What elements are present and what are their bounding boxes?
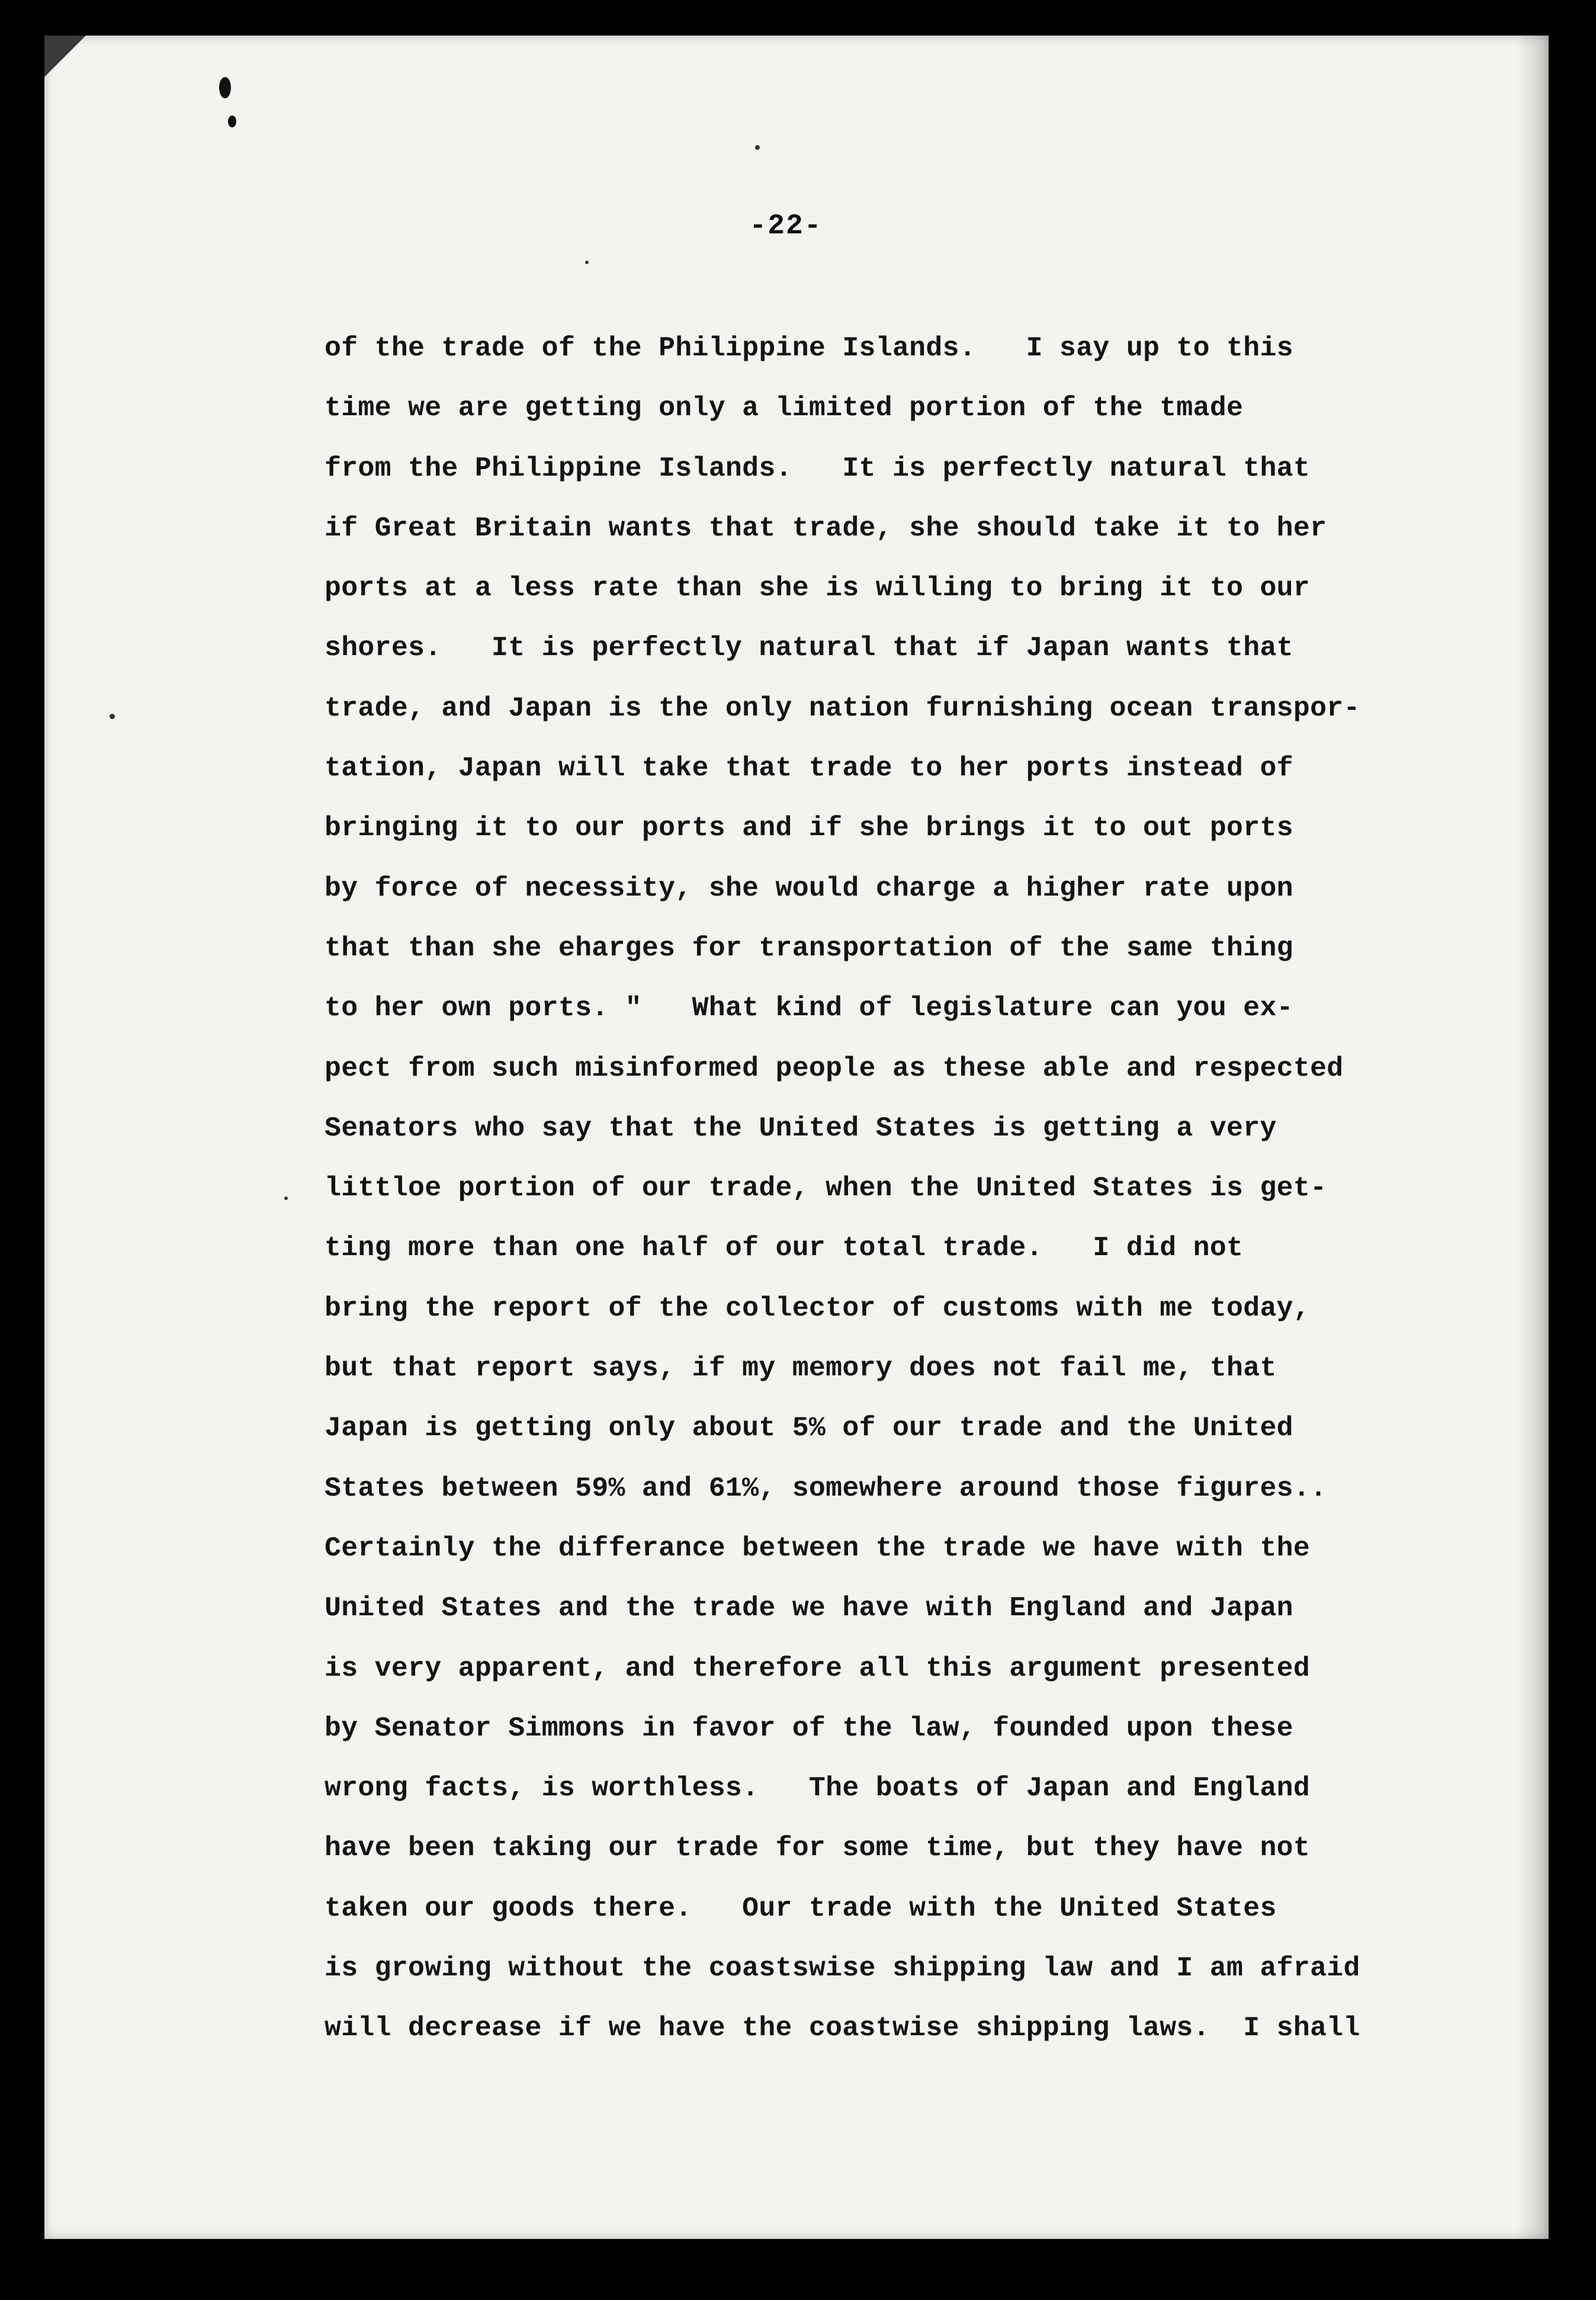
- text-line: to her own ports. " What kind of legislature can you ex-: [325, 992, 1293, 1024]
- text-line: by Senator Simmons in favor of the law, founded upon these: [325, 1712, 1293, 1744]
- text-line: bringing it to our ports and if she brings it to out ports: [325, 812, 1293, 844]
- text-line: if Great Britain wants that trade, she should take it to her: [325, 512, 1327, 544]
- text-line: Senators who say that the United States is getting a very: [325, 1112, 1277, 1144]
- binding-mark-top: [219, 77, 231, 98]
- text-line: by force of necessity, she would charge a higher rate upon: [325, 872, 1293, 904]
- paper-edge-shadow: [1516, 36, 1549, 2239]
- text-line: taken our goods there. Our trade with the United States: [325, 1892, 1277, 1924]
- paper-speck: [585, 261, 589, 264]
- text-line: Certainly the differance between the trade we have with the: [325, 1532, 1311, 1564]
- text-line: from the Philippine Islands. It is perfectly natural that: [325, 452, 1311, 484]
- text-line: United States and the trade we have with England and Japan: [325, 1592, 1293, 1624]
- text-line: will decrease if we have the coastwise shipping laws. I shall: [325, 2012, 1360, 2044]
- text-line: but that report says, if my memory does not fail me, that: [325, 1352, 1277, 1384]
- text-line: trade, and Japan is the only nation furnishing ocean transpor-: [325, 692, 1360, 724]
- text-line: tation, Japan will take that trade to her ports instead of: [325, 752, 1293, 784]
- text-line: pect from such misinformed people as these able and respected: [325, 1052, 1344, 1084]
- text-line: have been taking our trade for some time, but they have not: [325, 1832, 1311, 1864]
- text-line: ports at a less rate than she is willing to bring it to our: [325, 572, 1311, 604]
- paper-speck: [755, 145, 760, 150]
- paper-speck: [110, 714, 115, 719]
- body-text: [325, 325, 1450, 2065]
- text-line: bring the report of the collector of customs with me today,: [325, 1292, 1311, 1324]
- text-line: is growing without the coastswise shipping law and I am afraid: [325, 1952, 1360, 1984]
- text-line: that than she eharges for transportation of the same thing: [325, 932, 1293, 964]
- binding-mark-bottom: [228, 116, 236, 127]
- text-line: ting more than one half of our total trade. I did not: [325, 1232, 1244, 1264]
- text-line: littloe portion of our trade, when the United States is get-: [325, 1172, 1327, 1204]
- text-line: States between 59% and 61%, somewhere around those figures..: [325, 1472, 1327, 1504]
- paper-speck: [284, 1196, 288, 1200]
- text-line: is very apparent, and therefore all this argument presented: [325, 1652, 1311, 1684]
- text-line: Japan is getting only about 5% of our trade and the United: [325, 1412, 1293, 1444]
- text-line: wrong facts, is worthless. The boats of Japan and England: [325, 1772, 1311, 1804]
- page-number: -22-: [749, 210, 823, 242]
- text-line: of the trade of the Philippine Islands. I say up to this: [325, 332, 1293, 364]
- folded-corner: [44, 36, 86, 77]
- text-line: shores. It is perfectly natural that if Japan wants that: [325, 632, 1293, 664]
- text-line: time we are getting only a limited portion of the tmade: [325, 392, 1244, 424]
